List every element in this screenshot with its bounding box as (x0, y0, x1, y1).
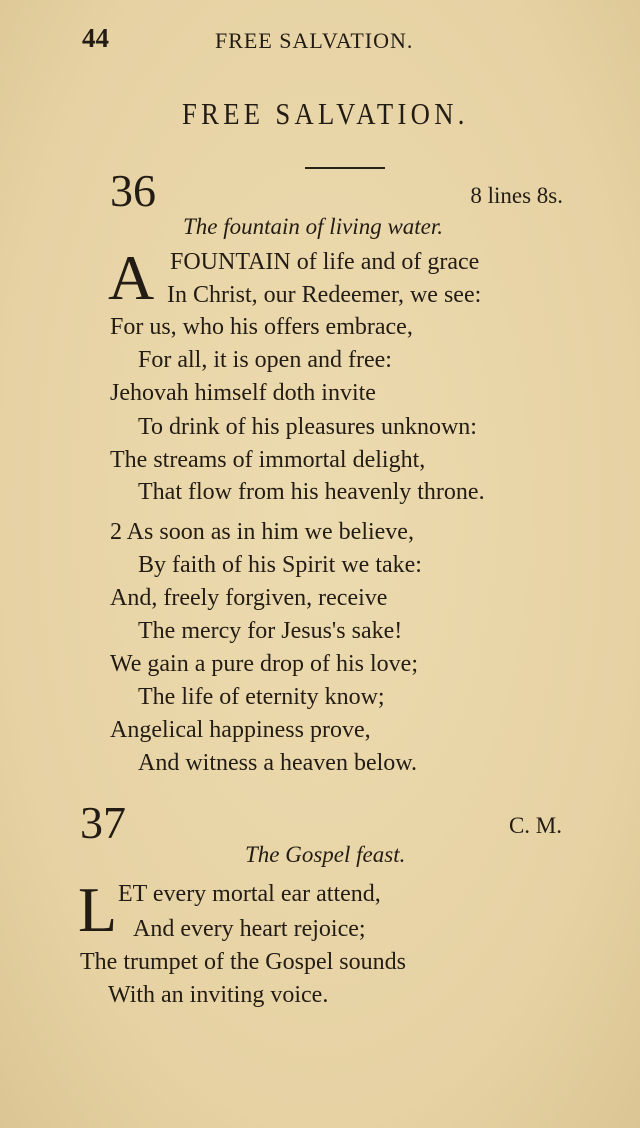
drop-cap: L (78, 874, 118, 945)
section-title: FREE SALVATION. (182, 96, 469, 131)
verse-line: We gain a pure drop of his love; (110, 651, 418, 677)
verse-line: That flow from his heavenly throne. (138, 479, 485, 505)
page-number: 44 (82, 23, 109, 53)
verse-line: With an inviting voice. (108, 982, 329, 1008)
hymn-meter: 8 lines 8s. (470, 183, 563, 208)
verse-line: And every heart rejoice; (133, 916, 366, 942)
verse-line: In Christ, our Redeemer, we see: (167, 282, 482, 308)
hymn-number: 37 (80, 797, 126, 848)
verse-line: For all, it is open and free: (138, 347, 392, 373)
hymn-subtitle: The Gospel feast. (245, 842, 406, 867)
hymn-subtitle: The fountain of living water. (183, 214, 444, 239)
verse-line: For us, who his offers embrace, (110, 314, 413, 340)
hymn-meter: C. M. (508, 813, 562, 838)
verse-line: ET every mortal ear attend, (118, 881, 381, 907)
verse-line: The streams of immortal delight, (110, 447, 426, 473)
verse-line: The life of eternity know; (138, 684, 385, 710)
verse-line: Angelical happiness prove, (110, 717, 371, 743)
running-title: FREE SALVATION. (215, 28, 414, 53)
verse-line: To drink of his pleasures unknown: (138, 414, 477, 440)
verse-line: By faith of his Spirit we take: (138, 552, 422, 578)
verse-line: And, freely forgiven, receive (110, 585, 388, 611)
verse-line: And witness a heaven below. (138, 750, 418, 776)
verse-line: FOUNTAIN of life and of grace (170, 249, 480, 275)
verse-line: The trumpet of the Gospel sounds (80, 949, 406, 975)
divider (305, 167, 385, 169)
verse-line: The mercy for Jesus's sake! (138, 618, 403, 644)
verse-line: Jehovah himself doth invite (110, 380, 376, 406)
hymn-number: 36 (110, 165, 156, 216)
drop-cap: A (108, 242, 155, 313)
verse-line: 2 As soon as in him we believe, (110, 519, 414, 545)
